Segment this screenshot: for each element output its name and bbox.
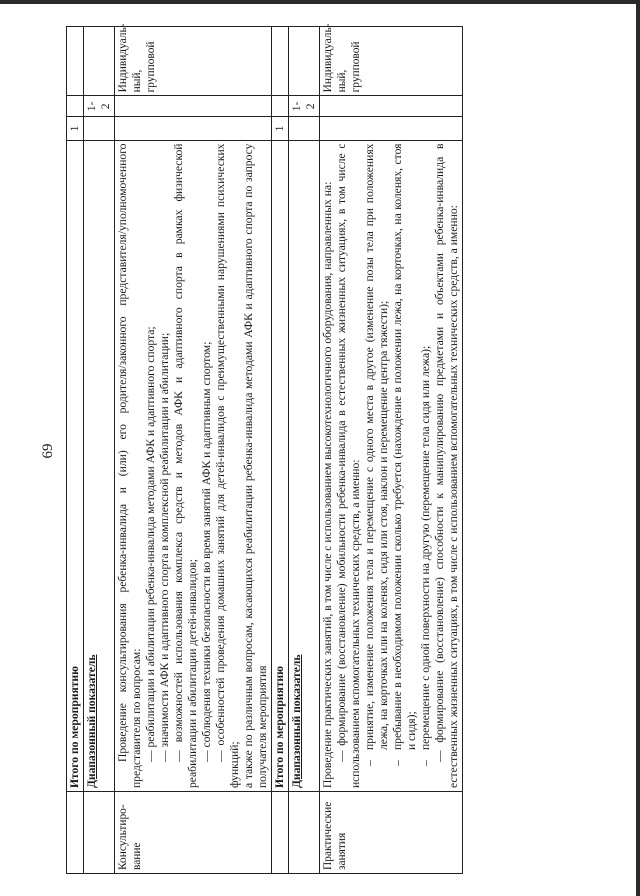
cell-empty	[67, 27, 84, 96]
range-label: Диапазонный показатель	[84, 140, 115, 792]
practice-item: — формирование (восстановление) способности к манипулированию предметами и объектами ребенка-инвалида в естественных жизненных ситуациях, в том числе с использованием вспомогательных технических средств, а именно:	[433, 143, 460, 789]
total-value: 1	[67, 117, 84, 140]
practice-subitem	[363, 144, 391, 789]
total-label: Итого по мероприятию	[272, 140, 289, 792]
consult-item: — значимости АФК и адаптивного спорта в комплексной реабилитации и абилитации;	[158, 332, 171, 763]
cell-empty	[320, 117, 463, 140]
cell-empty	[320, 96, 463, 117]
dash-marker: –	[391, 760, 404, 766]
practice-subitem-text: принятие, изменение положения тела и перемещение с одного места в другое (изменение позы тела при положениях лежа, на корточках или на коленях, сидя или стоя, наклон и перемещение центра тяжести);	[363, 143, 390, 751]
cell-empty	[115, 117, 272, 140]
measure-description-consulting	[115, 140, 272, 792]
range-value: 1-2	[84, 96, 115, 117]
cell-empty	[84, 117, 115, 140]
cell-empty	[272, 96, 289, 117]
range-value: 1-2	[289, 96, 320, 117]
measure-form-practice: Индивидуаль-ный, групповой	[320, 27, 463, 96]
cell-empty	[289, 27, 320, 96]
cell-empty	[272, 792, 289, 874]
cell-empty	[289, 792, 320, 874]
practice-subitem	[419, 144, 433, 789]
table-row-total-1	[67, 27, 84, 874]
consult-intro: Проведение консультирования ребенка-инвалида и (или) его родителя/законного представителя/уполномоченного представителя по вопросам:	[116, 143, 143, 789]
measure-name-practice: Практические занятия	[320, 792, 463, 874]
table-row-total-2	[272, 27, 289, 874]
measures-table	[66, 23, 463, 874]
practice-subitem-text: пребывание в необходимом положении сколько требуется (нахождение в положении лежа, на корточках, на коленях, стоя и сидя);	[391, 143, 418, 751]
table-row-practice	[320, 27, 463, 874]
cell-empty	[67, 96, 84, 117]
page-number: 69	[40, 443, 56, 459]
consult-item: — особенностей проведения домашних занятий для детей-инвалидов с преимущественными нарушениями психических функций;	[214, 143, 241, 789]
consult-item: — возможностей использования комплекса средств и методов АФК и адаптивного спорта в рамках физической реабилитации и абилитации детей-инвалидов;	[172, 143, 199, 789]
practice-item: — формирование (восстановление) мобильности ребенка-инвалида в естественных жизненных ситуациях, в том числе с использованием вспомогательных технических средств, а именно:	[335, 143, 362, 789]
total-value: 1	[272, 117, 289, 140]
consult-outro: а также по различным вопросам, касающихся реабилитации ребенка-инвалида методами АФК и адаптивного спорта по запросу получателя мероприятия	[242, 143, 269, 789]
range-label: Диапазонный показатель	[289, 140, 320, 792]
consult-item: — реабилитации и абилитации ребенка-инвалида методами АФК и адаптивного спорта;	[144, 326, 157, 763]
consult-item: — соблюдения техники безопасности во время занятий АФК и адаптивным спортом;	[200, 341, 213, 763]
cell-empty	[84, 792, 115, 874]
total-label: Итого по мероприятию	[67, 140, 84, 792]
table-row-range-2	[289, 27, 320, 874]
measure-form-consulting: Индивидуаль-ный, групповой	[115, 27, 272, 96]
practice-subitem	[391, 144, 419, 789]
dash-marker: –	[419, 760, 432, 766]
measure-name-consulting: Консультиро-вание	[115, 792, 272, 874]
cell-empty	[272, 27, 289, 96]
table-row-range-1	[84, 27, 115, 874]
dash-marker: –	[363, 760, 376, 766]
practice-intro: Проведение практических занятий, в том числе с использованием высокотехнологичного оборудования, направленных на:	[321, 181, 334, 789]
cell-empty	[115, 96, 272, 117]
cell-empty	[67, 792, 84, 874]
cell-empty	[289, 117, 320, 140]
measure-description-practice	[320, 140, 463, 792]
practice-subitem-text: перемещение с одной поверхности на другую (перемещение тела сидя или лежа);	[419, 345, 432, 751]
cell-empty	[84, 27, 115, 96]
table-row-consulting	[115, 27, 272, 874]
